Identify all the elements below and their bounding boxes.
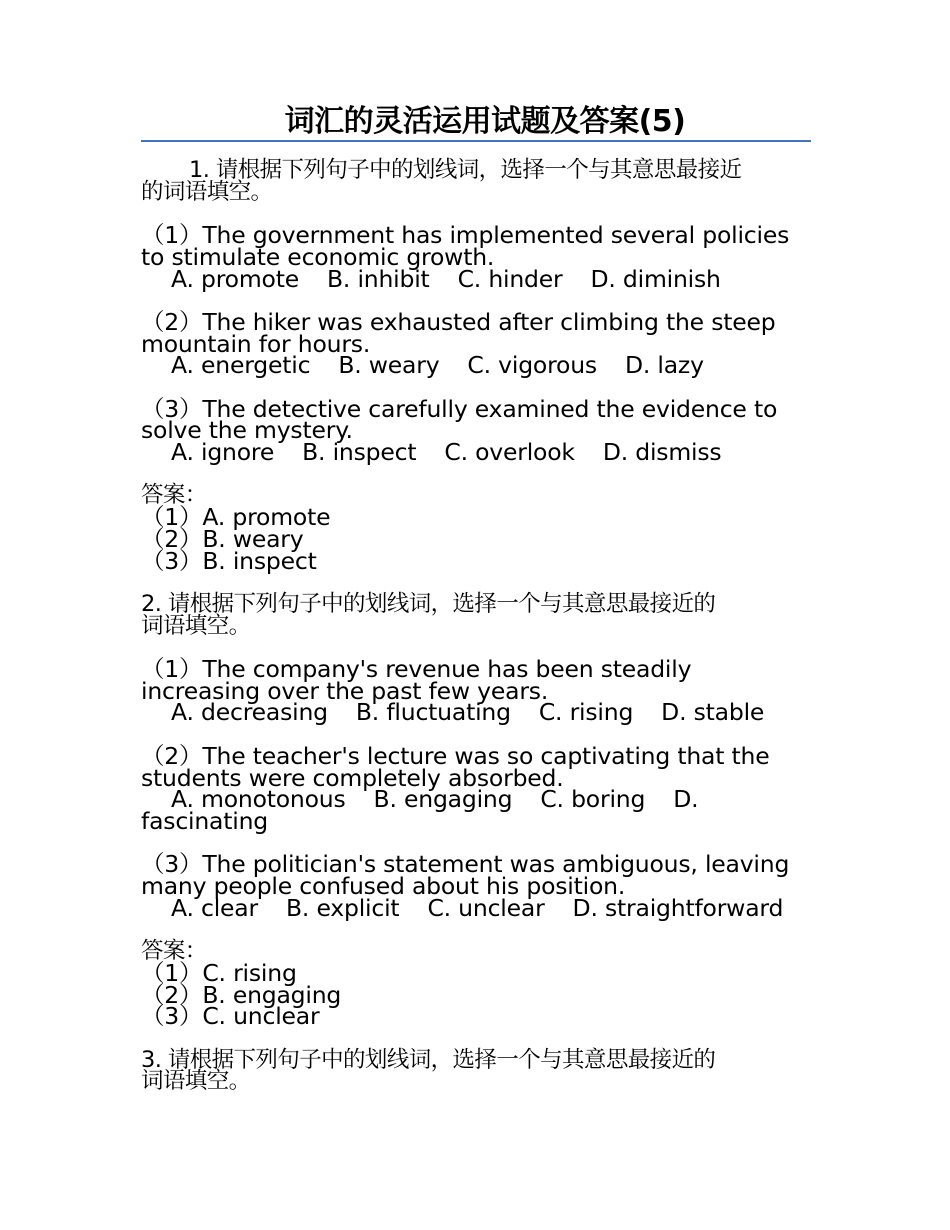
- option: B. explicit: [285, 893, 400, 922]
- question-text-cont: mountain for hours.: [141, 329, 371, 358]
- question-text: （2）The hiker was exhausted after climbing the steep: [141, 307, 776, 336]
- option: C. hinder: [457, 264, 563, 293]
- section-instruction: 2. 请根据下列句子中的划线词，选择一个与其意思最接近的: [141, 590, 716, 617]
- option: C. unclear: [427, 893, 545, 922]
- section-3: [141, 1046, 811, 1095]
- answer-label: 答案：: [141, 482, 207, 509]
- option: D. lazy: [624, 351, 704, 380]
- option: A. clear: [171, 893, 258, 922]
- answer-item: （3）C. unclear: [141, 1002, 320, 1031]
- answer-item: （1）C. rising: [141, 958, 297, 987]
- question-text-cont: solve the mystery.: [141, 416, 353, 445]
- option-list: [141, 893, 811, 922]
- option-list: [141, 698, 811, 727]
- option: A. energetic: [171, 351, 311, 380]
- section-instruction-cont: 的词语填空。: [141, 178, 273, 205]
- question-text-cont: increasing over the past few years.: [141, 676, 549, 705]
- document-title: 词汇的灵活运用试题及答案(5): [141, 104, 811, 142]
- question-text: （2）The teacher's lecture was so captivating that the: [141, 741, 770, 770]
- option: B. inspect: [302, 438, 417, 467]
- question-text-cont: students were completely absorbed.: [141, 763, 564, 792]
- question-text: （3）The detective carefully examined the evidence to: [141, 394, 778, 423]
- option: D. diminish: [590, 264, 721, 293]
- question-text: （1）The company's revenue has been steadily: [141, 655, 692, 684]
- option: D. straightforward: [572, 893, 784, 922]
- option: D. stable: [661, 698, 765, 727]
- section-instruction-cont: 词语填空。: [141, 612, 251, 639]
- option: A. ignore: [171, 438, 275, 467]
- option: B. inhibit: [327, 264, 430, 293]
- question-text-cont: to stimulate economic growth.: [141, 242, 495, 271]
- option: D.: [673, 785, 699, 814]
- question-text: （3）The politician's statement was ambiguous, leaving: [141, 850, 790, 879]
- section-instruction: 1. 请根据下列句子中的划线词，选择一个与其意思最接近: [189, 157, 742, 183]
- option-wrap: fascinating: [141, 806, 269, 835]
- option-list: [141, 264, 811, 293]
- option: C. overlook: [444, 438, 575, 467]
- option: C. boring: [540, 785, 646, 814]
- answer-label: 答案：: [141, 938, 207, 965]
- option: B. weary: [338, 351, 440, 380]
- option: C. rising: [538, 698, 634, 727]
- option: B. fluctuating: [355, 698, 511, 727]
- option-list: [141, 351, 811, 380]
- answer-item: （3）B. inspect: [141, 546, 317, 575]
- option: C. vigorous: [467, 351, 597, 380]
- option: B. engaging: [373, 785, 513, 814]
- section-instruction-cont: 词语填空。: [141, 1068, 251, 1095]
- section-1: [141, 157, 811, 594]
- answer-item: （2）B. weary: [141, 524, 304, 553]
- answer-item: （1）A. promote: [141, 503, 331, 532]
- answer-item: （2）B. engaging: [141, 980, 342, 1009]
- option: D. dismiss: [602, 438, 722, 467]
- option: A. monotonous: [171, 785, 346, 814]
- option-list: [141, 438, 811, 467]
- option: A. promote: [171, 264, 299, 293]
- question-text: （1）The government has implemented several policies: [141, 221, 790, 250]
- section-instruction: 3. 请根据下列句子中的划线词，选择一个与其意思最接近的: [141, 1046, 716, 1073]
- question-text-cont: many people confused about his position.: [141, 872, 626, 901]
- document-page: [141, 104, 811, 1093]
- option: A. decreasing: [171, 698, 328, 727]
- section-2: [141, 590, 811, 1050]
